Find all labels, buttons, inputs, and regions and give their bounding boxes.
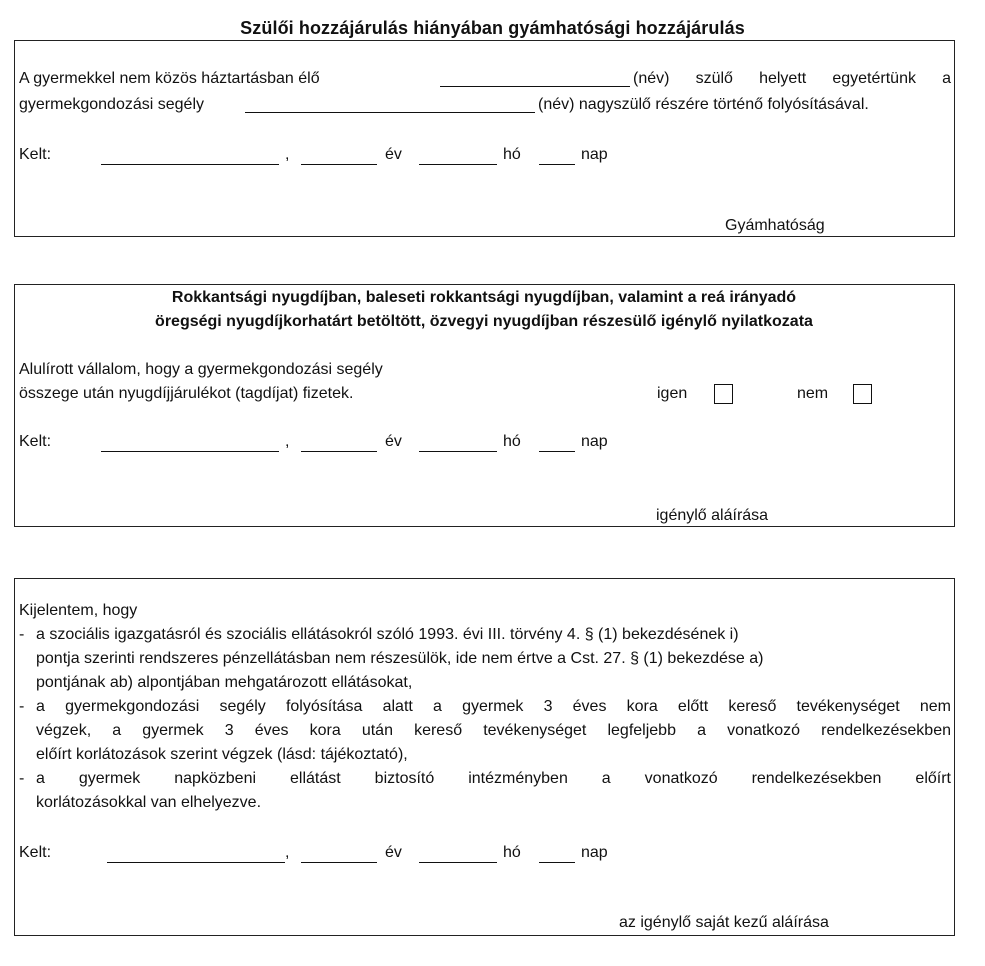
date-row xyxy=(19,146,659,168)
day-label: nap xyxy=(581,433,608,450)
day-field[interactable] xyxy=(539,146,575,165)
guardianship-consent-section xyxy=(14,40,955,237)
day-label: nap xyxy=(581,844,608,861)
yes-label: igen xyxy=(657,385,688,402)
grandparent-name-field[interactable] xyxy=(245,112,535,113)
no-label: nem xyxy=(797,385,829,402)
date-row xyxy=(19,433,659,455)
year-field[interactable] xyxy=(301,146,377,165)
declaration-heading-line1: Rokkantsági nyugdíjban, baleseti rokkantsági nyugdíjban, valamint a reá irányadó xyxy=(171,289,797,306)
day-label: nap xyxy=(581,146,608,163)
consent-text-line1-end: (név) szülő helyett egyetértünk a xyxy=(633,70,951,87)
month-field[interactable] xyxy=(419,433,497,452)
month-label: hó xyxy=(503,433,521,450)
place-field[interactable] xyxy=(101,433,279,452)
statement-intro: Kijelentem, hogy xyxy=(19,602,138,619)
bullet-dash: - xyxy=(19,626,25,643)
month-field[interactable] xyxy=(419,146,497,165)
month-field[interactable] xyxy=(419,844,497,863)
year-label: év xyxy=(385,433,402,450)
date-comma: , xyxy=(285,844,290,861)
no-checkbox[interactable] xyxy=(853,384,872,404)
signature-label: Gyámhatóság xyxy=(725,217,825,234)
date-label: Kelt: xyxy=(19,844,52,861)
year-field[interactable] xyxy=(301,844,377,863)
parent-name-field[interactable] xyxy=(440,86,630,87)
year-label: év xyxy=(385,146,402,163)
bullet-dash: - xyxy=(19,698,25,715)
date-label: Kelt: xyxy=(19,146,52,163)
year-label: év xyxy=(385,844,402,861)
statement-line1: Alulírott vállalom, hogy a gyermekgondozási segély xyxy=(19,361,383,378)
list-item-line: végzek, a gyermek 3 éves kora után kereső tevékenységet legfeljebb a vonatkozó rendelkezésekben xyxy=(36,722,951,739)
year-field[interactable] xyxy=(301,433,377,452)
list-item-line: a szociális igazgatásról és szociális ellátásokról szóló 1993. évi III. törvény 4. § (1) bekezdésének i) xyxy=(36,626,739,643)
consent-text-line1-start: A gyermekkel nem közös háztartásban élő xyxy=(19,70,320,87)
date-label: Kelt: xyxy=(19,433,52,450)
date-comma: , xyxy=(285,433,290,450)
place-field[interactable] xyxy=(107,844,285,863)
list-item-line: pontja szerinti rendszeres pénzellátásban nem részesülök, ide nem értve a Cst. 27. § (1) bekezdése a) xyxy=(36,650,764,667)
signature-label: igénylő aláírása xyxy=(656,507,769,524)
month-label: hó xyxy=(503,844,521,861)
date-row xyxy=(19,844,659,866)
month-label: hó xyxy=(503,146,521,163)
place-field[interactable] xyxy=(101,146,279,165)
consent-text-line2-start: gyermekgondozási segély xyxy=(19,96,204,113)
day-field[interactable] xyxy=(539,433,575,452)
statement-line2: összege után nyugdíjjárulékot (tagdíjat) fizetek. xyxy=(19,385,354,402)
pensioner-declaration-section xyxy=(14,284,955,527)
page-title: Szülői hozzájárulás hiányában gyámhatósági hozzájárulás xyxy=(240,18,745,38)
applicant-statement-section xyxy=(14,578,955,936)
list-item-line: a gyermekgondozási segély folyósítása alatt a gyermek 3 éves kora előtt kereső tevékenységet nem xyxy=(36,698,951,715)
declaration-heading-line2: öregségi nyugdíjkorhatárt betöltött, özvegyi nyugdíjban részesülő igénylő nyilatkozata xyxy=(155,313,813,330)
list-item-line: pontjának ab) alpontjában mehgatározott ellátásokat, xyxy=(36,674,413,691)
bullet-dash: - xyxy=(19,770,25,787)
list-item-line: a gyermek napközbeni ellátást biztosító intézményben a vonatkozó rendelkezésekben előírt xyxy=(36,770,951,787)
list-item-line: korlátozásokkal van elhelyezve. xyxy=(36,794,262,811)
date-comma: , xyxy=(285,146,290,163)
yes-checkbox[interactable] xyxy=(714,384,733,404)
list-item-line: előírt korlátozások szerint végzek (lásd: tájékoztató), xyxy=(36,746,408,763)
day-field[interactable] xyxy=(539,844,575,863)
signature-label: az igénylő saját kezű aláírása xyxy=(619,914,829,931)
consent-text-line2-end: (név) nagyszülő részére történő folyósításával. xyxy=(538,96,869,113)
